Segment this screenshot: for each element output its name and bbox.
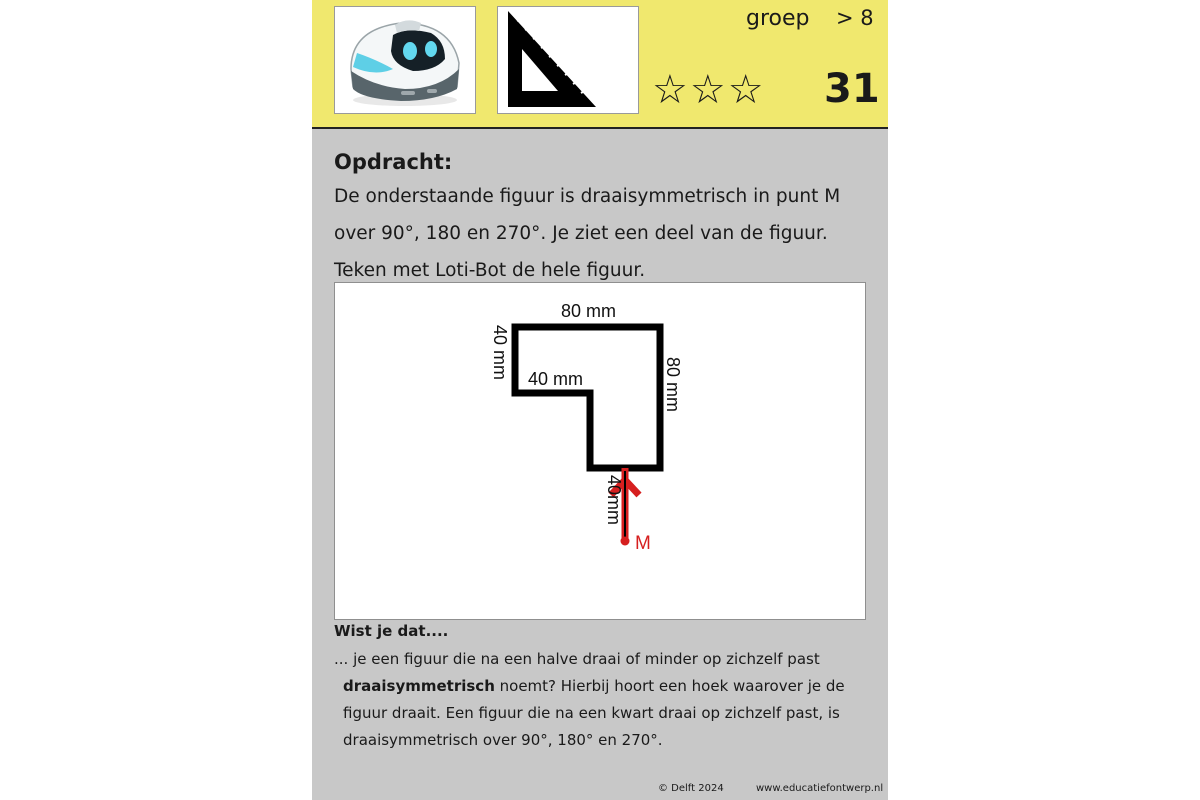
figure-panel [334, 282, 866, 620]
symmetry-figure [335, 283, 865, 619]
l-shape-path [515, 327, 660, 468]
loti-bot-robot-image [334, 6, 476, 114]
point-m-label: M [635, 533, 651, 554]
task-description: De onderstaande figuur is draaisymmetrisch in punt M over 90°, 180 en 270°. Je ziet een deel van de figuur. Teken met Loti-Bot de hele figuur. [334, 186, 841, 281]
point-m-dot [621, 537, 630, 546]
difficulty-stars: ☆☆☆ [652, 67, 766, 113]
card-header [312, 0, 888, 129]
set-square-image [497, 6, 639, 114]
task-heading: Opdracht: [334, 150, 453, 174]
wist-line-3: figuur draait. Een figuur die na een kwart draai op zichzelf past, is [343, 704, 840, 722]
footer-copyright: © Delft 2024 [658, 783, 724, 794]
wist-line-4: draaisymmetrisch over 90°, 180° en 270°. [343, 731, 663, 749]
top-dimension-label: 80 mm [561, 301, 617, 321]
robot-icon [335, 7, 475, 113]
inner-dimension-label: 40 mm [528, 369, 584, 389]
set-square-icon [498, 7, 638, 113]
task-card [312, 0, 888, 800]
wist-line-1: ... je een figuur die na een halve draai of minder op zichzelf past [334, 650, 820, 668]
footer-url: www.educatiefontwerp.nl [756, 783, 884, 794]
bold-term: draaisymmetrisch [343, 677, 495, 695]
group-label: groep [746, 6, 810, 31]
did-you-know-text [334, 646, 874, 754]
left-dimension-label: 40 mm [490, 325, 510, 381]
right-dimension-label: 80 mm [663, 357, 683, 413]
bottom-dimension-label: 40mm [604, 475, 624, 526]
card-number: 31 [824, 66, 880, 112]
did-you-know-heading: Wist je dat.... [334, 622, 449, 640]
group-value: > 8 [836, 6, 874, 30]
wist-line-2-rest: noemt? Hierbij hoort een hoek waarover je de [494, 677, 845, 695]
wist-line-2 [334, 673, 874, 700]
